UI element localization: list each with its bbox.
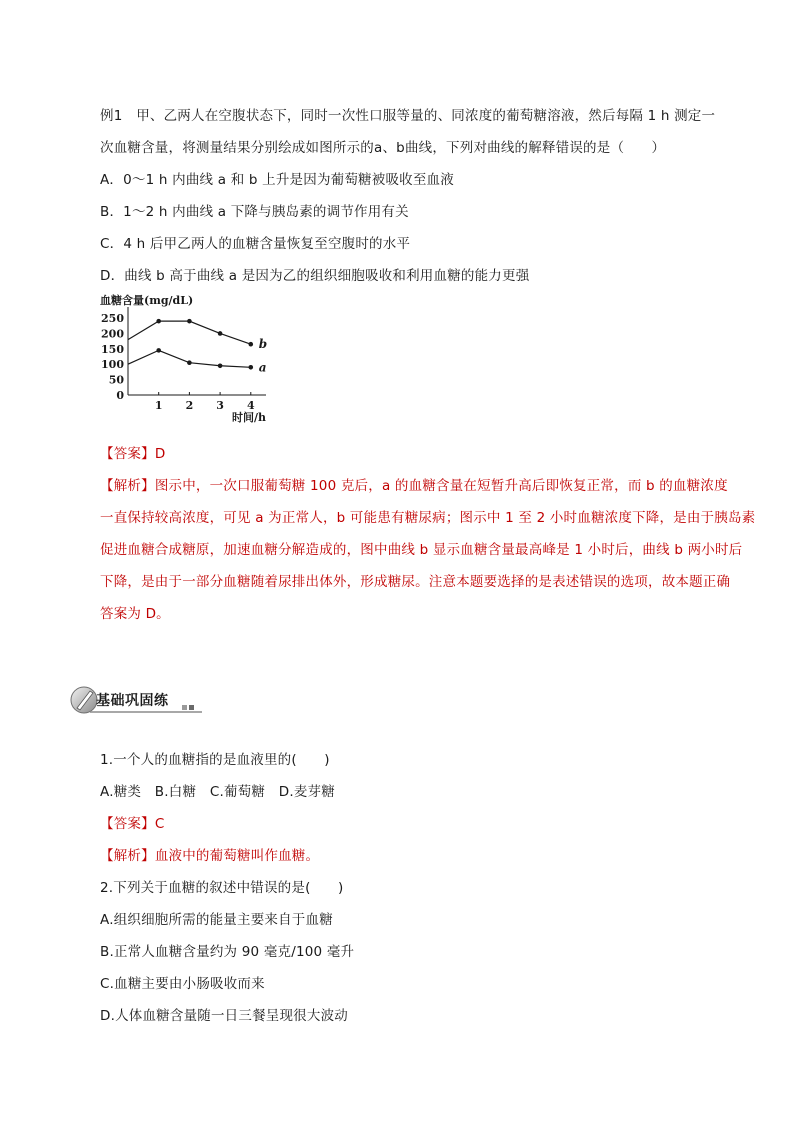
y-tick-label: 200: [101, 327, 124, 341]
y-tick-label: 100: [101, 358, 124, 372]
analysis-tag: 【解析】: [100, 478, 155, 494]
q1-analysis-text: 血液中的葡萄糖叫作血糖。: [154, 848, 320, 864]
data-point-a: [187, 360, 192, 365]
analysis-line-2: 一直保持较高浓度，可见 a 为正常人，b 可能患有糖尿病；图示中 1 至 2 小时血糖浓度下降，是由于胰岛素: [100, 510, 756, 526]
x-tick-label: 4: [246, 399, 255, 412]
data-point-b: [218, 331, 223, 336]
y-tick-label: 150: [101, 342, 124, 356]
example-question-line2: 次血糖含量，将测量结果分别绘成如图所示的a、b曲线，下列对曲线的解释错误的是（ ）: [100, 140, 666, 156]
series-line-b: [128, 321, 251, 344]
q2-option-b: B.正常人血糖含量约为 90 毫克/100 毫升: [100, 944, 355, 960]
y-tick-label: 50: [108, 373, 124, 387]
analysis-text-1: 图示中，一次口服葡萄糖 100 克后，a 的血糖含量在短暂升高后即恢复正常，而 b 的血糖浓度: [154, 478, 728, 494]
example-option-a: A．0～1 h 内曲线 a 和 b 上升是因为葡萄糖被吸收至血液: [100, 172, 454, 188]
q2-option-c: C.血糖主要由小肠吸收而来: [100, 976, 265, 992]
data-point-b: [156, 319, 161, 324]
data-point-b: [187, 319, 192, 324]
blood-sugar-chart: [100, 292, 290, 427]
analysis-line-4: 下降，是由于一部分血糖随着尿排出体外，形成糖尿。注意本题要选择的是表述错误的选项，故本题正确: [100, 574, 731, 590]
q2-option-a: A.组织细胞所需的能量主要来自于血糖: [100, 912, 333, 928]
q2-stem: 2.下列关于血糖的叙述中错误的是( ): [100, 880, 344, 896]
q1-analysis-tag: 【解析】: [100, 848, 155, 864]
y-tick-label: 250: [101, 312, 124, 326]
example-option-d: D．曲线 b 高于曲线 a 是因为乙的组织细胞吸收和利用血糖的能力更强: [100, 268, 530, 284]
example-option-b: B．1～2 h 内曲线 a 下降与胰岛素的调节作用有关: [100, 204, 409, 220]
analysis-line-3: 促进血糖合成糖原，加速血糖分解造成的，图中曲线 b 显示血糖含量最高峰是 1 小时后，曲线 b 两小时后: [100, 542, 743, 558]
q1-answer-tag: 【答案】: [100, 816, 155, 832]
blood-sugar-chart-svg: [100, 292, 290, 427]
y-tick-label: 0: [116, 389, 124, 402]
data-point-a: [248, 365, 253, 370]
answer-tag: 【答案】: [100, 446, 155, 462]
example-question-line1: 例1 甲、乙两人在空腹状态下，同时一次性口服等量的、同浓度的葡萄糖溶液，然后每隔 1 h 测定一: [100, 108, 716, 124]
data-point-a: [156, 348, 161, 353]
series-label-a: a: [258, 360, 267, 375]
x-axis-label: 时间/h: [231, 411, 266, 424]
x-tick-label: 3: [216, 399, 224, 412]
x-tick-label: 1: [154, 399, 163, 412]
answer-value: D: [154, 446, 166, 462]
analysis-line-1: [100, 474, 728, 494]
example-answer: [100, 442, 165, 462]
q1-options: A.糖类 B.白糖 C.葡萄糖 D.麦芽糖: [100, 784, 335, 800]
q2-option-d: D.人体血糖含量随一日三餐呈现很大波动: [100, 1008, 348, 1024]
q1-stem: 1.一个人的血糖指的是血液里的( ): [100, 752, 330, 768]
q1-answer-value: C: [154, 816, 165, 832]
y-axis-label: 血糖含量(mg/dL): [100, 294, 194, 307]
series-label-b: b: [258, 337, 268, 352]
example-option-c: C．4 h 后甲乙两人的血糖含量恢复至空腹时的水平: [100, 236, 411, 252]
analysis-line-5: 答案为 D。: [100, 606, 170, 622]
q1-answer: [100, 812, 164, 832]
x-tick-label: 2: [185, 399, 194, 412]
q1-analysis: [100, 844, 319, 864]
data-point-a: [218, 363, 223, 368]
data-point-b: [248, 342, 253, 347]
section-title: 基础巩固练: [96, 693, 169, 709]
